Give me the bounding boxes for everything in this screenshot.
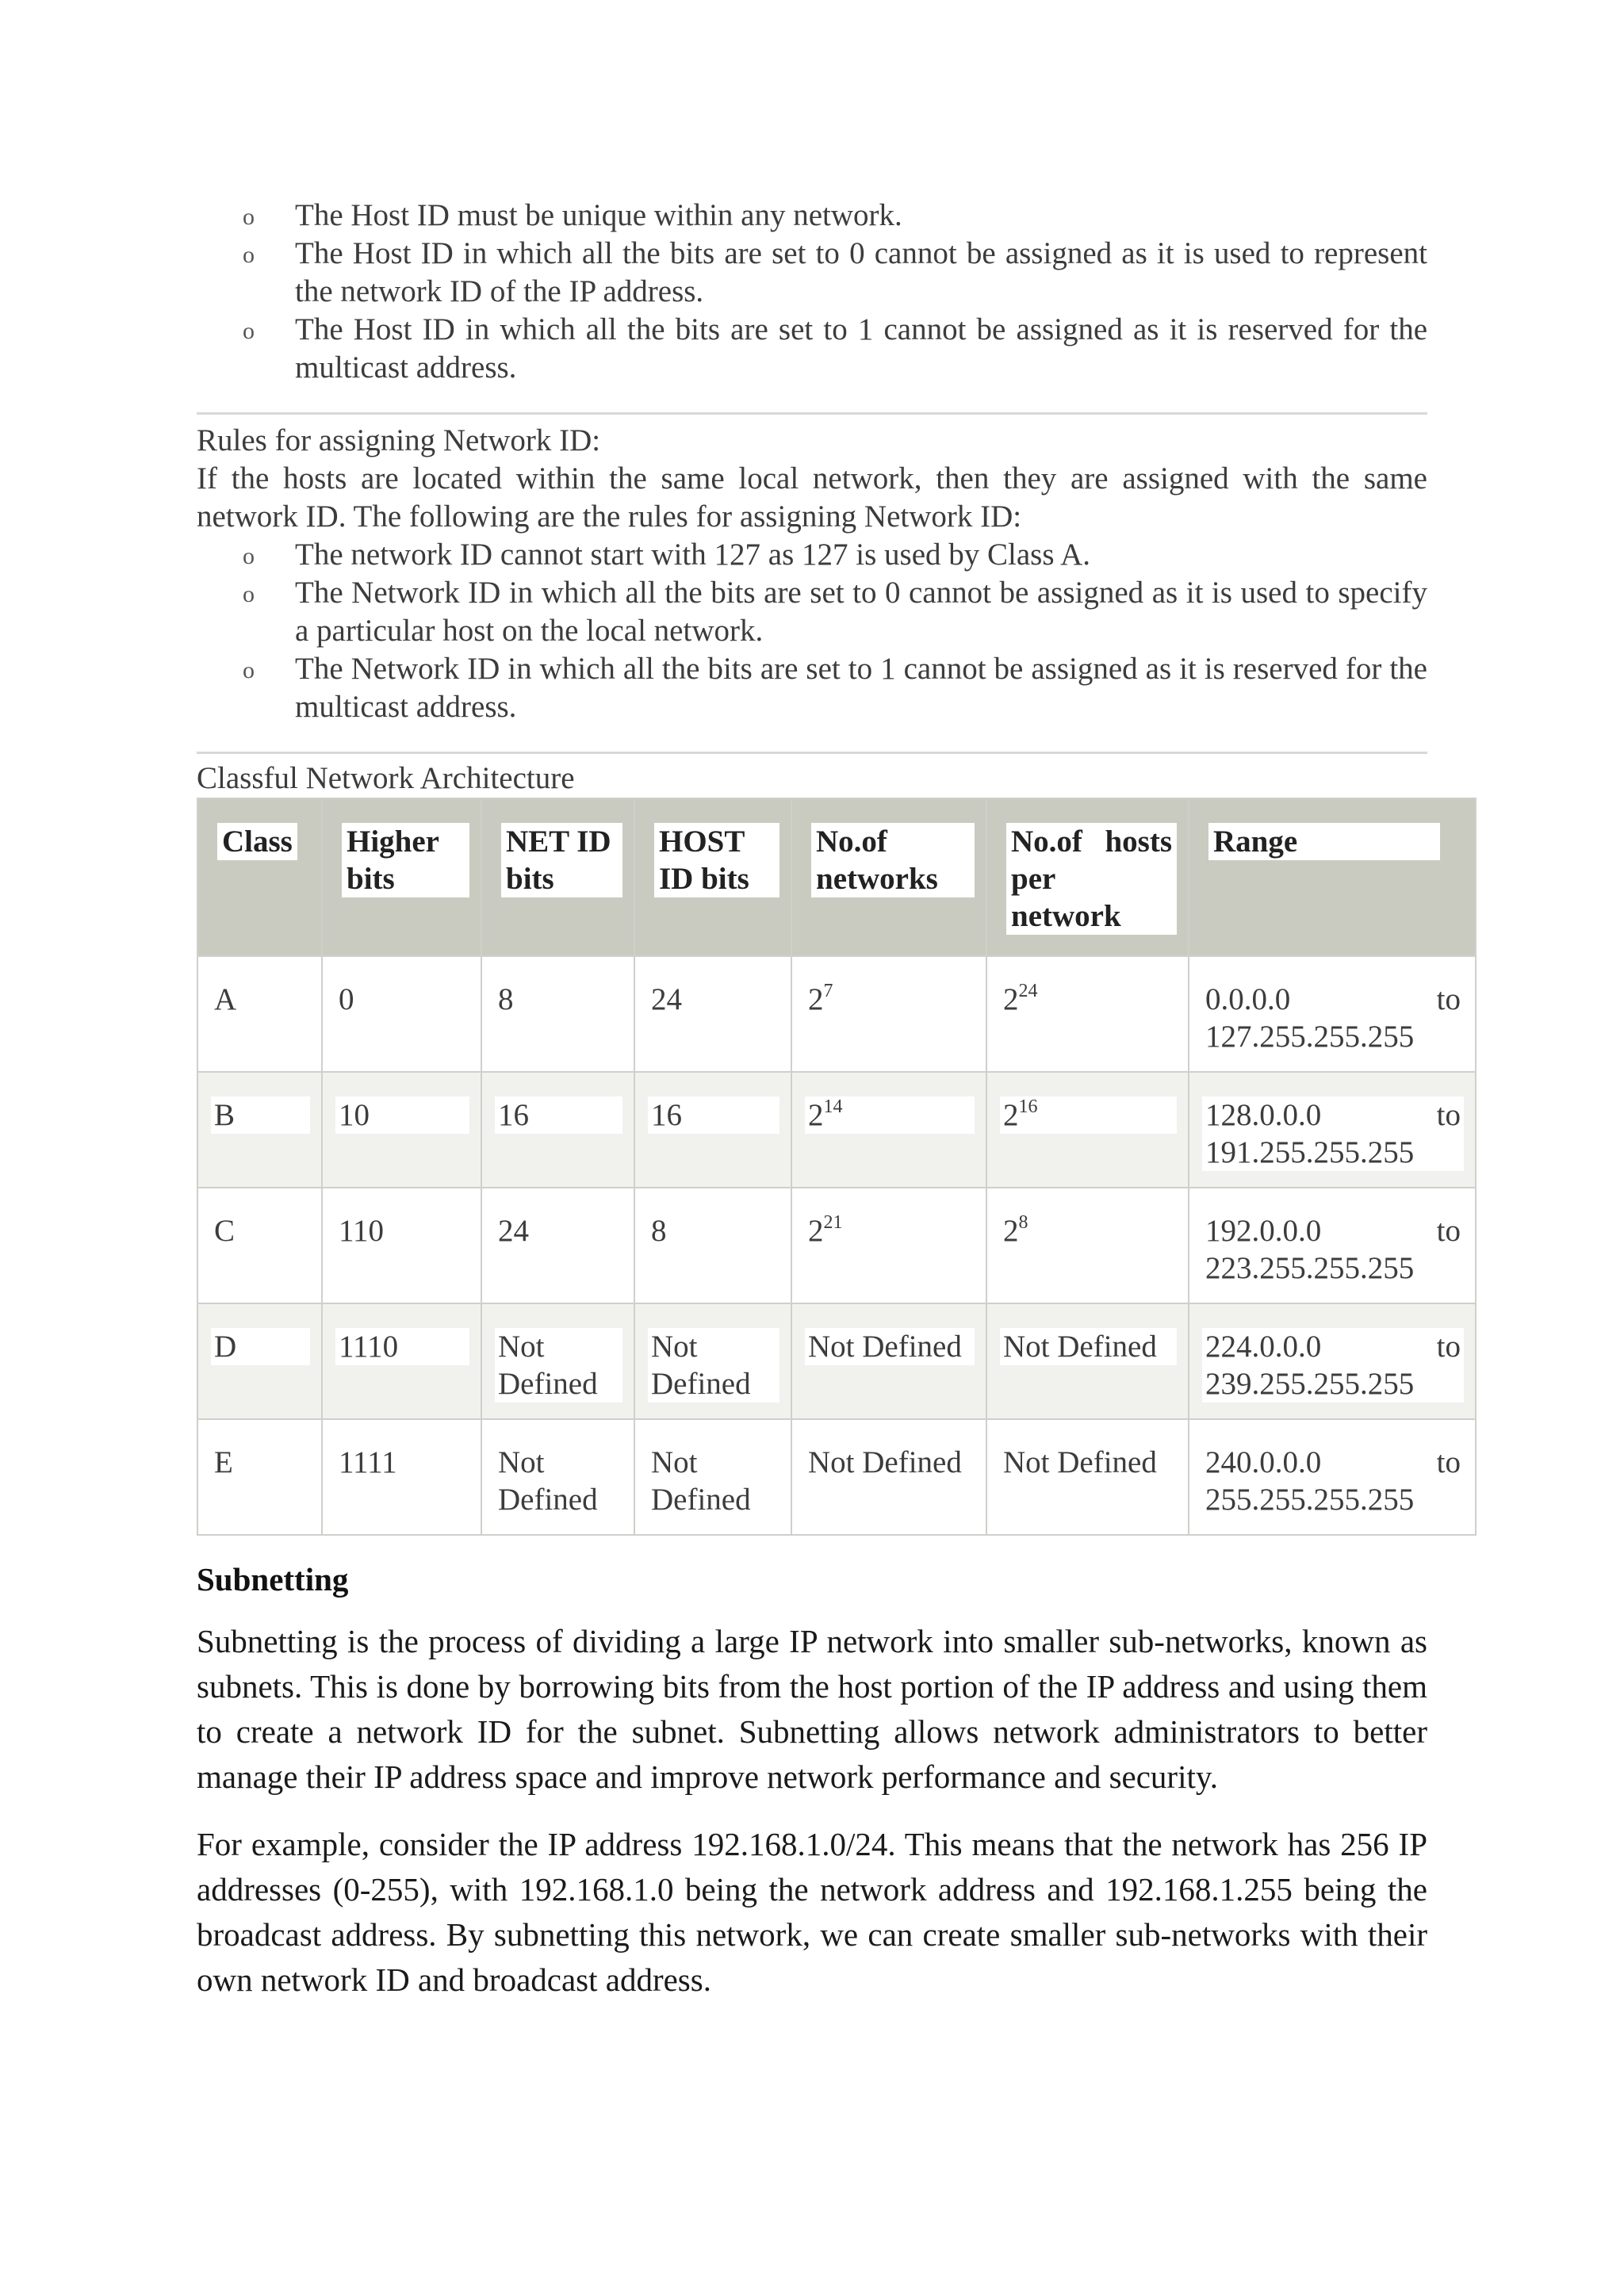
cell-range: 128.0.0.0 to 191.255.255.255 bbox=[1189, 1072, 1476, 1188]
cell-class: C bbox=[197, 1188, 322, 1303]
list-item: o The Network ID in which all the bits are set to 0 cannot be assigned as it is used to specify a particular host on the local network. bbox=[243, 576, 1427, 648]
cell-class: B bbox=[197, 1072, 322, 1188]
table-row bbox=[197, 1188, 1476, 1303]
cell-class: D bbox=[197, 1303, 322, 1419]
header-range: Range bbox=[1189, 798, 1476, 956]
table-row bbox=[197, 1072, 1476, 1188]
header-no-of-hosts: No.of hosts per network bbox=[986, 798, 1189, 956]
table-header-row bbox=[197, 798, 1476, 956]
network-rules-heading: Rules for assigning Network ID: bbox=[197, 423, 601, 457]
bullet-icon: o bbox=[243, 581, 255, 607]
table-caption: Classful Network Architecture bbox=[197, 761, 575, 795]
divider bbox=[197, 752, 1427, 754]
list-item: o The Host ID in which all the bits are set to 0 cannot be assigned as it is used to represent the network ID of the IP address. bbox=[243, 236, 1427, 308]
cell-net-id-bits: 8 bbox=[481, 956, 634, 1072]
list-item: o The Network ID in which all the bits are set to 1 cannot be assigned as it is reserved for the multicast address. bbox=[243, 652, 1427, 724]
cell-host-id-bits: 8 bbox=[634, 1188, 791, 1303]
cell-networks: Not Defined bbox=[791, 1419, 986, 1535]
header-host-id-bits: HOST ID bits bbox=[634, 798, 791, 956]
cell-net-id-bits: 24 bbox=[481, 1188, 634, 1303]
cell-host-id-bits: 16 bbox=[634, 1072, 791, 1188]
cell-hosts: $2^{16}$ bbox=[986, 1072, 1189, 1188]
bullet-icon: o bbox=[243, 657, 255, 683]
cell-hosts: Not Defined bbox=[986, 1419, 1189, 1535]
cell-class: A bbox=[197, 956, 322, 1072]
cell-higher-bits: 0 bbox=[322, 956, 481, 1072]
header-net-id-bits: NET ID bits bbox=[481, 798, 634, 956]
cell-net-id-bits: 16 bbox=[481, 1072, 634, 1188]
cell-class: E bbox=[197, 1419, 322, 1535]
list-item: o The Host ID in which all the bits are set to 1 cannot be assigned as it is reserved for the multicast address. bbox=[243, 312, 1427, 385]
cell-higher-bits: 10 bbox=[322, 1072, 481, 1188]
cell-networks: $2^{21}$ bbox=[791, 1188, 986, 1303]
cell-networks: $2^7$ bbox=[791, 956, 986, 1072]
cell-higher-bits: 1110 bbox=[322, 1303, 481, 1419]
cell-net-id-bits: Not Defined bbox=[481, 1419, 634, 1535]
bullet-icon: o bbox=[243, 242, 255, 268]
cell-net-id-bits: Not Defined bbox=[481, 1303, 634, 1419]
cell-hosts: Not Defined bbox=[986, 1303, 1189, 1419]
header-no-of-networks: No.of networks bbox=[791, 798, 986, 956]
network-rules-intro: If the hosts are located within the same local network, then they are assigned with the same network ID. The following are the rules for assigning Network ID: bbox=[197, 461, 1427, 534]
classful-table bbox=[197, 798, 1477, 1536]
paragraph: For example, consider the IP address 192.168.1.0/24. This means that the network has 256 IP addresses (0-255), with 192.168.1.0 being the network address and 192.168.1.255 being the broadcast address. By subnetting this network, we can create smaller sub-networks with their own network ID and broadcast address. bbox=[197, 1826, 1427, 1998]
cell-higher-bits: 1111 bbox=[322, 1419, 481, 1535]
list-item: o The Host ID must be unique within any network. bbox=[197, 197, 1427, 235]
cell-hosts: $2^8$ bbox=[986, 1188, 1189, 1303]
cell-range: 0.0.0.0 to 127.255.255.255 bbox=[1189, 956, 1476, 1072]
network-id-rules-list bbox=[197, 536, 1427, 726]
table-row bbox=[197, 956, 1476, 1072]
section-title: Subnetting bbox=[197, 1561, 349, 1598]
cell-host-id-bits: Not Defined bbox=[634, 1303, 791, 1419]
cell-range: 192.0.0.0 to 223.255.255.255 bbox=[1189, 1188, 1476, 1303]
host-id-rules-list bbox=[197, 197, 1427, 387]
bullet-icon: o bbox=[243, 543, 255, 569]
cell-host-id-bits: 24 bbox=[634, 956, 791, 1072]
table-row bbox=[197, 1303, 1476, 1419]
cell-higher-bits: 110 bbox=[322, 1188, 481, 1303]
cell-host-id-bits: Not Defined bbox=[634, 1419, 791, 1535]
bullet-icon: o bbox=[243, 204, 255, 230]
list-item: o The network ID cannot start with 127 as 127 is used by Class A. bbox=[197, 536, 1427, 574]
cell-networks: Not Defined bbox=[791, 1303, 986, 1419]
paragraph: Subnetting is the process of dividing a large IP network into smaller sub-networks, known as subnets. This is done by borrowing bits from the host portion of the IP address and using them to create a network ID for the subnet. Subnetting allows network administrators to better manage their IP address space and improve network performance and security. bbox=[197, 1623, 1427, 1795]
cell-hosts: $2^{24}$ bbox=[986, 956, 1189, 1072]
bullet-icon: o bbox=[243, 318, 255, 344]
table-row bbox=[197, 1419, 1476, 1535]
divider bbox=[197, 412, 1427, 415]
header-class: Class bbox=[197, 798, 322, 956]
cell-range: 224.0.0.0 to 239.255.255.255 bbox=[1189, 1303, 1476, 1419]
cell-range: 240.0.0.0 to 255.255.255.255 bbox=[1189, 1419, 1476, 1535]
cell-networks: $2^{14}$ bbox=[791, 1072, 986, 1188]
header-higher-bits: Higher bits bbox=[322, 798, 481, 956]
